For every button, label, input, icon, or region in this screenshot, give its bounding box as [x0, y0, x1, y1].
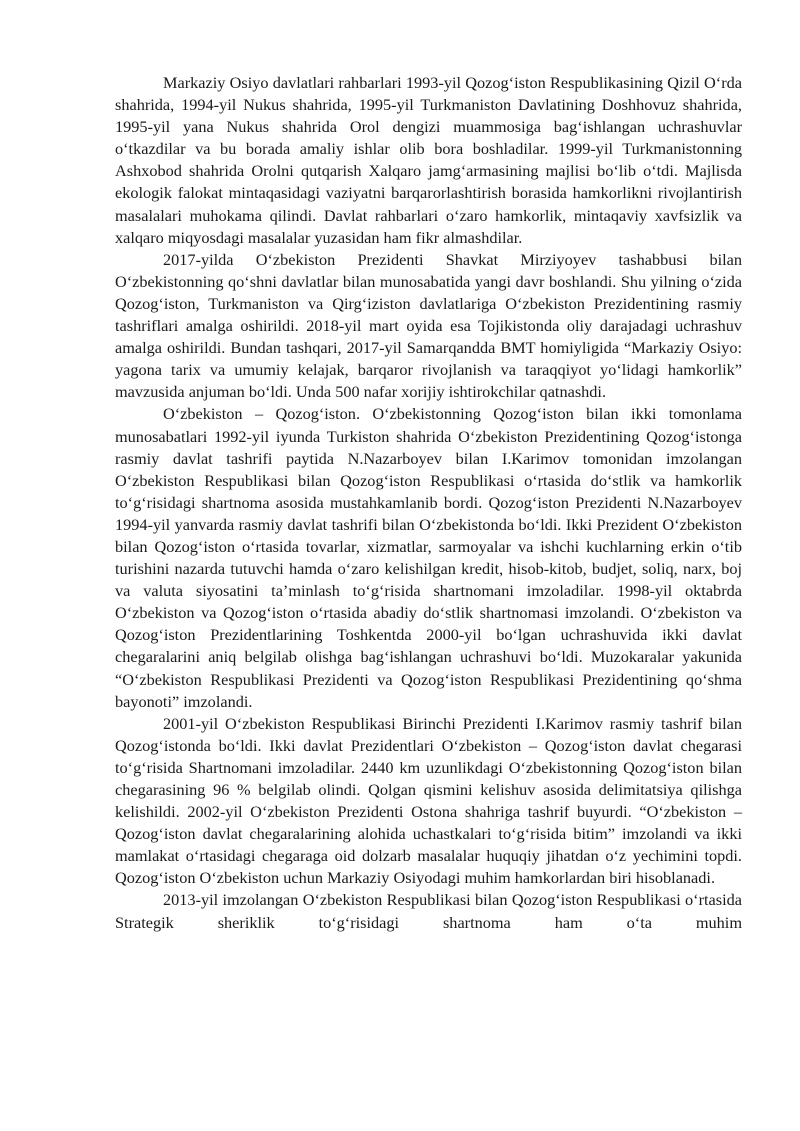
paragraph-2017-new-era: 2017-yilda O‘zbekiston Prezidenti Shavkat Mirziyoyev tashabbusi bilan O‘zbekistonning qo‘shni davlatlar bilan munosabatida yangi davr boshlandi. Shu yilning o‘zida Qozog‘iston, Turkmaniston va Qirg‘iziston davlatlariga O‘zbekiston Prezidentining rasmiy tashriflari amalga oshirildi. 2018-yil mart oyida esa Tojikistonda oliy darajadagi uchrashuv amalga oshirildi. Bundan tashqari, 2017-yil Samarqandda BMT homiyligida “Markaziy Osiyo: yagona tarix va umumiy kelajak, barqaror rivojlanish va taraqqiyot yo‘lidagi hamkorlik” mavzusida anjuman bo‘ldi. Unda 500 nafar xorijiy ishtirokchilar qatnashdi. [115, 249, 742, 402]
paragraph-2013-strategic-partnership: 2013-yil imzolangan O‘zbekiston Respublikasi bilan Qozog‘iston Respublikasi o‘rtasida Strategik sheriklik to‘g‘risidagi shartnoma ham o‘ta muhim [115, 890, 742, 932]
paragraph-aral-sea-cooperation: Markaziy Osiyo davlatlari rahbarlari 1993-yil Qozog‘iston Respublikasining Qizil O‘rda shahrida, 1994-yil Nukus shahrida, 1995-yil Turkmaniston Davlatining Doshhovuz shahrida, 1995-yil yana Nukus shahrida Orol dengizi muammosiga bag‘ishlangan uchrashuvlar o‘tkazdilar va bu borada amaliy ishlar olib bora boshladilar. 1999-yil Turkmanistonning Ashxobod shahrida Orolni qutqarish Xalqaro jamg‘armasining majlisi bo‘lib o‘tdi. Majlisda ekologik falokat mintaqasidagi vaziyatni barqarorlashtirish borasida hamkorlikni rivojlantirish masalalari muhokama qilindi. Davlat rahbarlari o‘zaro hamkorlik, mintaqaviy xavfsizlik va xalqaro miqyosdagi masalalar yuzasidan ham fikr almashdilar. [115, 73, 742, 247]
document-page [115, 72, 742, 934]
paragraph-uzbekistan-kazakhstan-relations: O‘zbekiston – Qozog‘iston. O‘zbekistonning Qozog‘iston bilan ikki tomonlama munosabatlari 1992-yil iyunda Turkiston shahrida O‘zbekiston Prezidentining Qozog‘istonga rasmiy davlat tashrifi paytida N.Nazarboyev bilan I.Karimov tomonidan imzolangan O‘zbekiston Respublikasi bilan Qozog‘iston Respublikasi o‘rtasida do‘stlik va hamkorlik to‘g‘risidagi shartnoma asosida mustahkamlanib bordi. Qozog‘iston Prezidenti N.Nazarboyev 1994-yil yanvarda rasmiy davlat tashrifi bilan O‘zbekistonda bo‘ldi. Ikki Prezident O‘zbekiston bilan Qozog‘iston o‘rtasida tovarlar, xizmatlar, sarmoyalar va ishchi kuchlarning erkin o‘tib turishini nazarda tutuvchi hamda o‘zaro kelishilgan kredit, hisob-kitob, budjet, soliq, narx, boj va valuta siyosatini ta’minlash to‘g‘risida shartnomani imzoladilar. 1998-yil oktabrda O‘zbekiston va Qozog‘iston o‘rtasida abadiy do‘stlik shartnomasi imzolandi. O‘zbekiston va Qozog‘iston Prezidentlarining Toshkentda 2000-yil bo‘lgan uchrashuvida ikki davlat chegaralarini aniq belgilab olishga bag‘ishlangan uchrashuvi bo‘ldi. Muzokaralar yakunida “O‘zbekiston Respublikasi Prezidenti va Qozog‘iston Respublikasi Prezidentining qo‘shma bayonoti” imzolandi. [115, 404, 742, 711]
paragraph-2001-border-treaty: 2001-yil O‘zbekiston Respublikasi Birinchi Prezidenti I.Karimov rasmiy tashrif bilan Qozog‘istonda bo‘ldi. Ikki davlat Prezidentlari O‘zbekiston – Qozog‘iston davlat chegarasi to‘g‘risida Shartnomani imzoladilar. 2440 km uzunlikdagi O‘zbekistonning Qozog‘iston bilan chegarasining 96 % belgilab olindi. Qolgan qismini kelishuv asosida delimitatsiya qilishga kelishildi. 2002-yil O‘zbekiston Prezidenti Ostona shahriga tashrif buyurdi. “O‘zbekiston – Qozog‘iston davlat chegaralarining alohida uchastkalari to‘g‘risida bitim” imzolandi va ikki mamlakat o‘rtasidagi chegaraga oid dolzarb masalalar huquqiy jihatdan o‘z yechimini topdi. Qozog‘iston O‘zbekiston uchun Markaziy Osiyodagi muhim hamkorlardan biri hisoblanadi. [115, 713, 742, 888]
